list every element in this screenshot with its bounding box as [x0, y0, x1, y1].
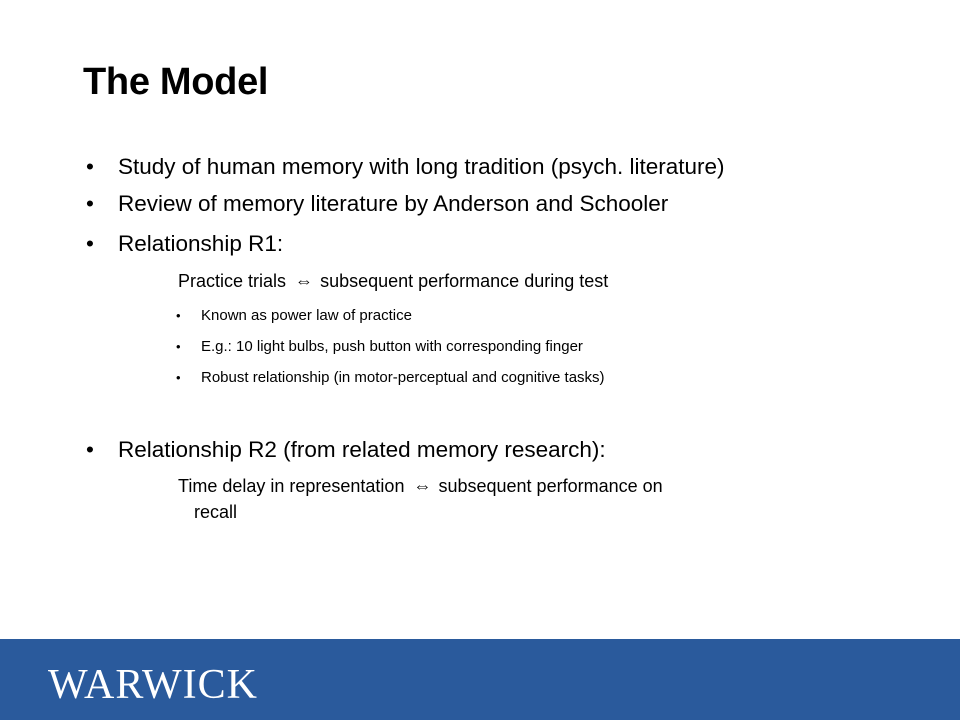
r2-continuation: recall — [194, 502, 238, 522]
bullet-text: Relationship R2 (from related memory research): — [118, 437, 606, 462]
bullet-text: Review of memory literature by Anderson and Schooler — [118, 191, 669, 216]
sub-bullet-text: E.g.: 10 light bulbs, push button with corresponding finger — [201, 338, 583, 355]
bullet-marker: • — [176, 308, 181, 323]
footer-band — [0, 639, 960, 720]
r2-statement — [178, 473, 663, 499]
bullet-marker: • — [176, 370, 181, 385]
double-arrow-icon: ⇔ — [413, 476, 430, 496]
r2-rest: subsequent performance on — [438, 476, 663, 496]
slide-title: The Model — [83, 61, 269, 103]
bullet-marker: • — [86, 231, 94, 256]
bullet-text: Study of human memory with long tradition (psych. literature) — [118, 154, 725, 179]
bullet-marker: • — [86, 437, 94, 462]
r1-lead: Practice trials — [178, 271, 287, 291]
bullet-marker: • — [176, 339, 181, 354]
sub-bullet-text: Robust relationship (in motor-perceptual and cognitive tasks) — [201, 369, 605, 386]
bullet-marker: • — [86, 191, 94, 216]
logo-wordmark: WARWICK — [48, 662, 258, 706]
sub-bullet-text: Known as power law of practice — [201, 307, 412, 324]
r2-lead: Time delay in representation — [178, 476, 405, 496]
warwick-logo — [48, 660, 278, 706]
r1-rest: subsequent performance during test — [320, 271, 609, 291]
r1-statement — [178, 268, 608, 294]
bullet-text: Relationship R1: — [118, 231, 284, 256]
bullet-marker: • — [86, 154, 94, 179]
double-arrow-icon: ⇔ — [295, 271, 312, 291]
